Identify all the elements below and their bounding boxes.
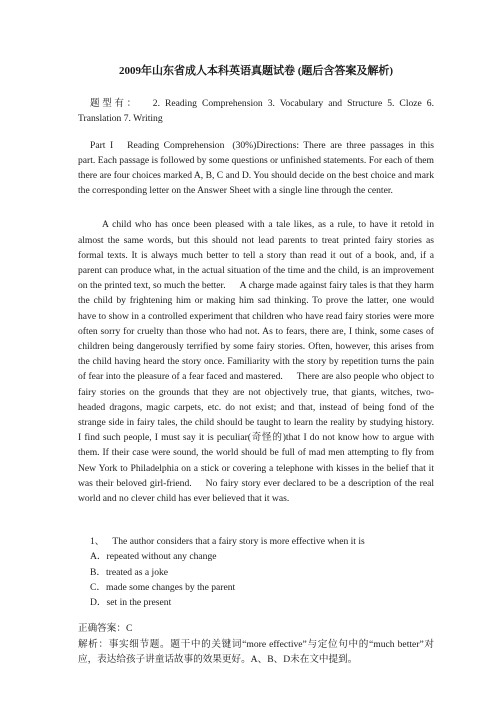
question-types-label: 题型有： xyxy=(90,98,139,110)
question-types xyxy=(78,96,434,126)
option-c: C．made some changes by the parent xyxy=(90,581,236,593)
passage-sentence: A child who has once been pleased with a tale likes, as a rule, to have it retold in almost the same words, but this should not lead parents to treat printed fairy stories as formal texts. It is always much better to tell a story than read it out of a book, and, if a parent can produce what, in the actual situation of the time and the child, is an improvement on the printed text, so much the better. xyxy=(78,219,434,292)
question-number: 1、 xyxy=(90,536,105,548)
question-1 xyxy=(78,534,434,610)
page-title: 2009年山东省成人本科英语真题试卷 (题后含答案及解析) xyxy=(118,65,394,77)
question-text: The author considers that a fairy story is more effective when it is xyxy=(112,536,365,548)
answer-explanation: 解析：事实细节题。题干中的关键词“more effective”与定位句中的“much better”对应，表达给孩子讲童话故事的效果更好。A、B、D未在文中提到。 xyxy=(78,638,434,665)
passage-sentence: A charge made against fairy tales is that they harm the child by frightening him or making him sad thinking. To prove the latter, one would have to show in a controlled experiment that children who have read fairy stories were more often sorry for cruelty than those who had not. As to fears, there are, I think, some cases of children being dangerously terrified by some fairy stories. Often, however, this arises from the child having heard the story once. Familiarity with the story by repetition turns the pain of fear into the pleasure of a fear faced and mastered. xyxy=(78,280,434,383)
option-b: B．treated as a joke xyxy=(90,566,169,578)
reading-passage xyxy=(78,217,434,506)
option-a: A．repeated without any change xyxy=(90,551,217,563)
question-stem xyxy=(78,534,434,549)
passage-sentence: No fairy story ever declared to be a description of the real world and no clever child has ever believed that it was. xyxy=(78,477,434,505)
passage-sentence: There are also people who object to fairy stories on the grounds that they are not objectively true, that giants, witches, two-headed dragons, magic carpets, etc. do not exist; and that, instead of being fond of the strange side in fairy tales, the child should be taught to learn the reality by studying history. I find such people, I must say it is peculiar(奇怪的)that I do not know how to argue with them. If their case were sound, the world should be full of mad men attempting to fly from New York to Philadelphia on a stick or covering a telephone with kisses in the belief that it was their beloved girl-friend. xyxy=(78,371,434,489)
question-types-text: 2. Reading Comprehension 3. Vocabulary and Structure 5. Cloze 6. Translation 7. Writing xyxy=(78,98,435,125)
directions-text: (30%)Directions: There are three passages in this part. Each passage is followed by some questions or unfinished statements. For each of them there are four choices marked A, B, C and D. You should decide on the best choice and mark the corresponding letter on the Answer Sheet with a single line through the center. xyxy=(78,139,434,197)
part-directions xyxy=(78,138,434,199)
part-label: Part I xyxy=(90,139,114,151)
part-name: Reading Comprehension xyxy=(127,139,225,151)
question-blank: ________. xyxy=(367,536,408,548)
correct-answer: 正确答案：C xyxy=(78,623,133,635)
option-d: D．set in the present xyxy=(90,597,172,609)
